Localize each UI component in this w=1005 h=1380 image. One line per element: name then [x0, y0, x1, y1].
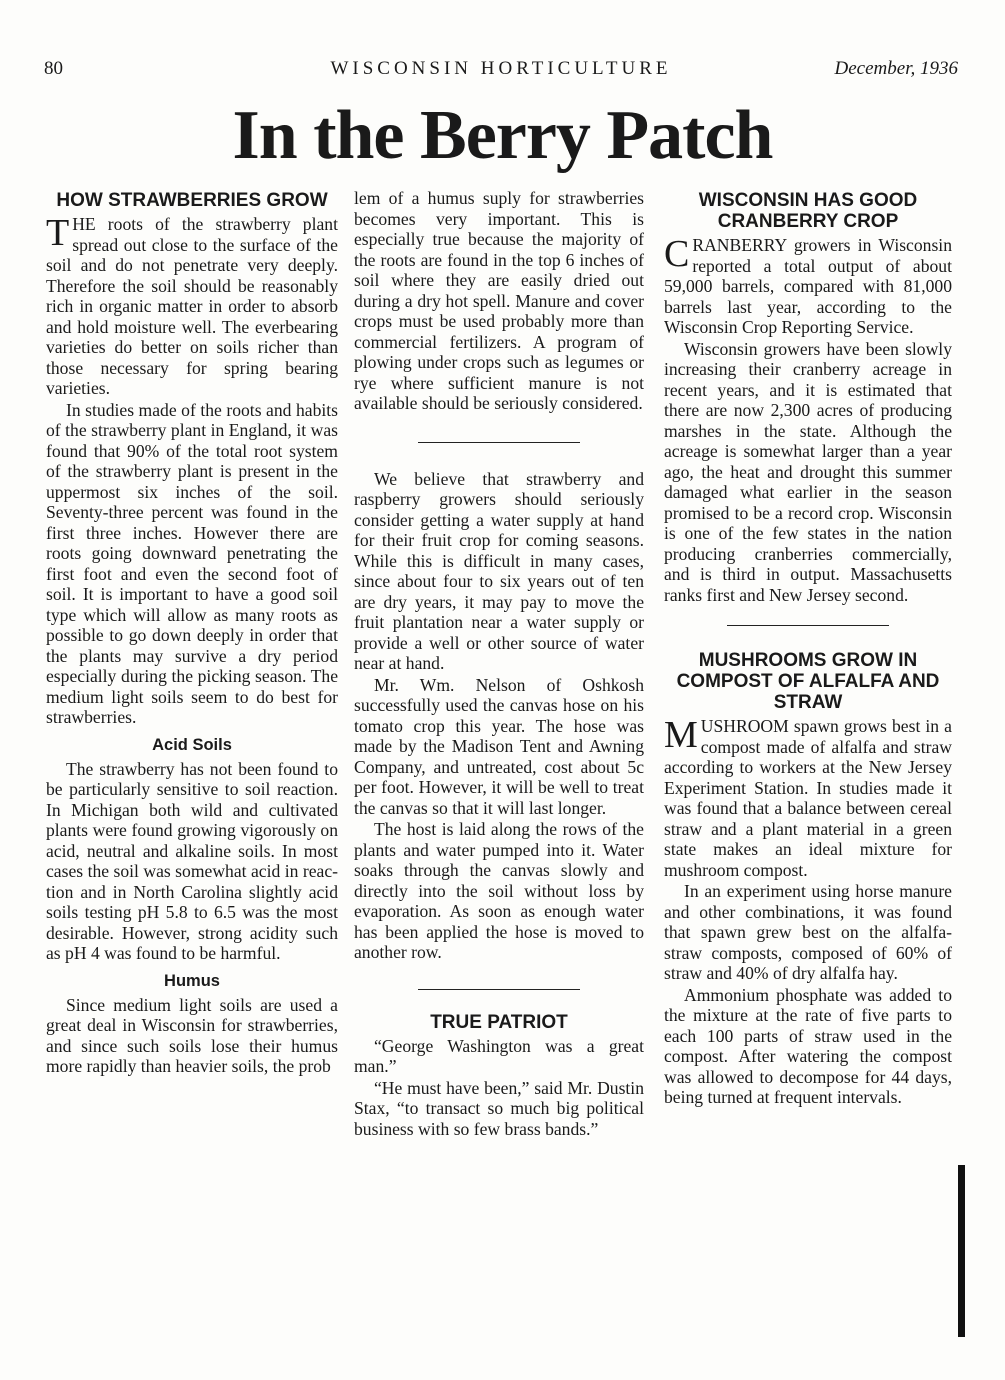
strawberries-headline: HOW STRAWBERRIES GROW	[56, 190, 328, 211]
cranberry-headline: WISCONSIN HAS GOOD CRANBERRY CROP	[698, 190, 918, 232]
dropcap: C	[664, 233, 690, 275]
page-title: In the Berry Patch	[232, 97, 773, 174]
humus-paragraph-start: Since medium light soils are used a great deal in Wisconsin for strawberries, and since such soils lose their humus more rapidly than heavier soils, the prob	[46, 994, 338, 1076]
mushrooms-paragraph-1	[664, 716, 952, 880]
acid-soils-heading: Acid Soils	[152, 735, 232, 754]
section-divider	[418, 989, 580, 990]
dropcap: M	[664, 714, 698, 756]
strawberries-paragraph-2: In studies made of the roots and habits of the strawberry plant in England, it was found that 90% of the total root system of the strawberry plant is present in the uppermost six inches of the soil. Seventy-three percent was found in the first three inches. However there are roots going downward penetrating the first foot and even the second foot of soil. It is important to have a good soil type which will allow as many roots as possible to go down deeply in order that the plants may survive a dry period especially during the picking season. The medium light soils seem to do best for strawberries.	[46, 399, 338, 727]
section-divider	[727, 625, 889, 626]
true-patriot-headline: TRUE PATRIOT	[430, 1011, 568, 1033]
humus-paragraph-continued: lem of a humus suply for strawberries becomes very important. This is especially true because the majority of the roots are found in the top 6 inches of soil where they are easily dried out during a dry hot spell. Manure and cover crops must be used probably more than commercial fertilizers. A program of plowing under crops such as legumes or rye where sufficient manure is not available should be seriously considered.	[354, 188, 644, 413]
column-2	[354, 188, 644, 1140]
running-head	[44, 58, 958, 84]
mushrooms-headline: MUSHROOMS GROW IN COMPOST OF ALFALFA AND STRAW	[676, 650, 940, 713]
issue-date: December, 1936	[834, 58, 958, 79]
page-number: 80	[44, 58, 63, 79]
strawberries-paragraph-1-text: HE roots of the strawberry plant spread out close to the surface of the soil and do not penetrate very deeply. Therefore the soil should be reasonably rich in organic matter in order to absorb and hold moisture well. The everbearing varieties do better on soils richer than those necessary for spring bearing varieties.	[46, 214, 338, 398]
true-patriot-paragraph-2: “He must have been,” said Mr. Dustin Stax, “to transact so much big political business with so few brass bands.”	[354, 1077, 644, 1139]
mushrooms-paragraph-3: Ammonium phosphate was added to the mixture at the rate of five parts to each 100 parts of straw used in the compost. After watering the compost was allowed to decompose for 44 days, being turned at frequent intervals.	[664, 984, 952, 1107]
acid-soils-paragraph: The strawberry has not been found to be particularly sensitive to soil reaction. In Michigan both wild and cultivated plants were found growing vigorously on acid, neutral and alkaline soils. In most cases the soil was somewhat acid in reaction and in North Carolina slightly acid soils testing pH 5.8 to 6.5 was the most desirable. However, strong acidity such as pH 4 was found to be harmful.	[46, 758, 338, 963]
water-paragraph-1: We believe that strawberry and raspberry growers should seriously consider getting a water supply at hand for their fruit crop for coming seasons. While this is difficult in many cases, since about four to six years out of ten are dry years, it may pay to move the fruit plantation near a water supply or provide a well or other source of water near at hand.	[354, 468, 644, 673]
cranberry-paragraph-2: Wisconsin growers have been slowly increasing their cranberry acreage in recent years, and it is estimated that there are now 2,300 acres of producing marshes in the state. Although the acreage is somewhat larger than a year ago, the heat and drought this summer damaged what earlier in the season promised to be a record crop. Wisconsin is one of the few states in the nation producing cranberries commercially, and is third in output. Massachusetts ranks first and New Jersey second.	[664, 338, 952, 605]
water-paragraph-3: The host is laid along the rows of the plants and water pumped into it. Water soaks through the canvas slowly and directly into the soil without loss by evaporation. As soon as enough water has been applied the hose is moved to another row.	[354, 819, 644, 962]
dropcap: T	[46, 212, 70, 254]
strawberries-paragraph-1	[46, 214, 338, 399]
section-divider	[418, 442, 580, 443]
column-1	[46, 190, 338, 1078]
column-3	[664, 190, 952, 1109]
cranberry-paragraph-1	[664, 235, 952, 338]
cranberry-paragraph-1-text: RANBERRY growers in Wisconsin reported a total output of about 59,000 barrels, compared with 81,000 barrels last year, according to the Wisconsin Crop Reporting Service.	[664, 235, 952, 337]
journal-title: WISCONSIN HORTICULTURE	[330, 58, 672, 79]
humus-heading: Humus	[164, 971, 220, 990]
true-patriot-paragraph-1: “George Washington was a great man.”	[354, 1035, 644, 1076]
mushrooms-paragraph-2: In an experiment using horse manure and other combinations, it was found that spawn grew best on the alfalfa-straw composts, composed of 60% of straw and 40% of dry alfalfa hay.	[664, 881, 952, 983]
scan-edge-mark	[958, 1165, 965, 1337]
water-paragraph-2: Mr. Wm. Nelson of Oshkosh successfully used the canvas hose on his tomato crop this year. The hose was made by the Madison Tent and Awning Company, and untreated, cost about 5c per foot. However, it will be well to treat the canvas so that it will last longer.	[354, 674, 644, 818]
mushrooms-paragraph-1-text: USHROOM spawn grows best in a compost made of alfalfa and straw according to workers at the New Jersey Experiment Station. In studies made it was found that a balance between cereal straw and a plant material in a green state makes an ideal mixture for mushroom compost.	[664, 716, 952, 880]
